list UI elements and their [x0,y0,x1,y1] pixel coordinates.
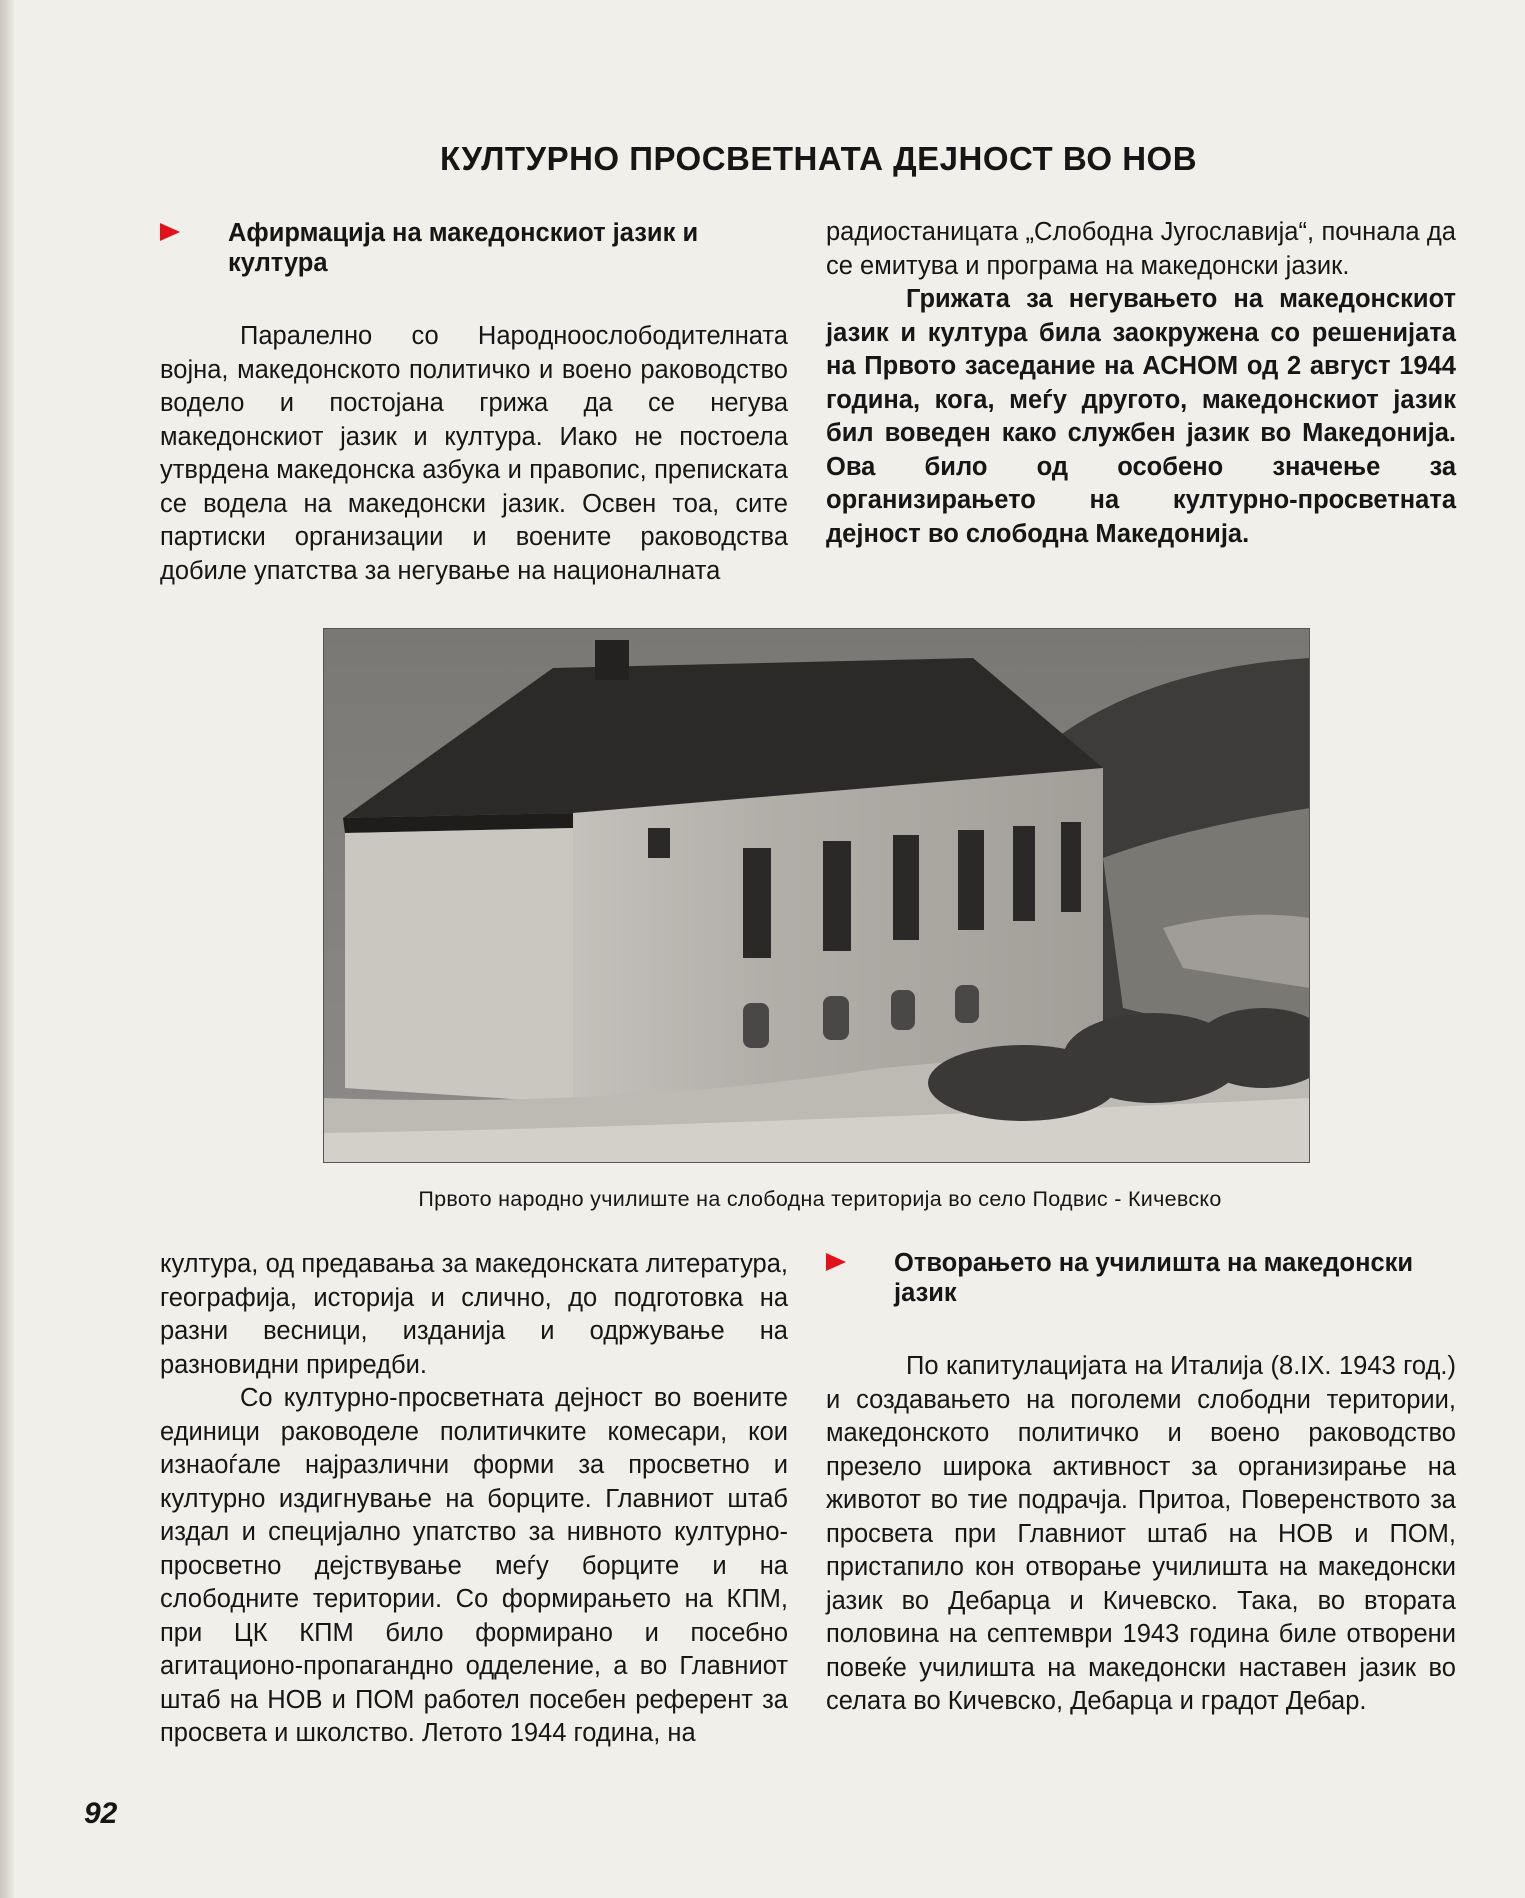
photo-caption: Првото народно училиште на слободна територија во село Подвис - Кичевско [418,1187,1222,1211]
heading-line-1: Отворањето на училишта на македонски [894,1249,1414,1277]
heading-line-2: култура [228,249,328,277]
column-top-right [826,216,1456,551]
section-heading-affirmation [160,218,788,278]
page-title: КУЛТУРНО ПРОСВЕТНАТА ДЕЈНОСТ ВО НОВ [440,140,1198,177]
school-building-image [323,628,1310,1163]
column-top-left [160,218,788,588]
section-heading-schools [826,1248,1456,1308]
heading-line-1: Афирмација на македонскиот јазик и [228,219,699,247]
paragraph-culture-continued: култура, од предавања за македонската литература, географија, историја и слично, до подготовка на разни весници, изданија и одржување на разновидни приредби. [160,1250,788,1379]
red-triangle-arrow-icon [826,1253,846,1271]
paragraph-radio: радиостаницата „Слободна Југославија“, почнала да се емитува и програма на македонски јазик. [826,218,1456,280]
school-photo [323,628,1310,1163]
column-bottom-right [826,1248,1456,1719]
column-bottom-left [160,1248,788,1751]
red-triangle-arrow-icon [160,223,180,241]
heading-line-2: јазик [894,1279,957,1307]
paragraph-asnom: Грижата за негувањето на македонскиот јазик и култура била заокружена со решенијата на Првото заседание на АСНОМ од 2 август 1944 година, кога, меѓу другото, македонскиот јазик бил воведен како службен јазик во Македонија. Ова било од особено значење за организирањето на културно-просветната дејност во слободна Македонија. [826,285,1456,548]
page-edge-shadow [0,0,14,1898]
paragraph-schools: По капитулацијата на Италија (8.IX. 1943 год.) и создавањето на поголеми слободни територии, македонското политичко и воено раководство презело широка активност за организирање на животот во тие подрачја. Притоа, Поверенството за просвета при Главниот штаб на НОВ и ПОМ, пристапило кон отворање училишта на македонски јазик во Дебарца и Кичевско. Така, во втората половина на септември 1943 година биле отворени повеќе училишта на македонски наставен јазик во селата во Кичевско, Дебарца и градот Дебар. [826,1352,1456,1715]
page-number: 92 [84,1797,118,1830]
paragraph-affirmation: Паралелно со Народноослободителната војна, македонското политичко и воено раководство водело и постојана грижа да се негува македонскиот јазик и култура. Иако не постоела утврдена македонска азбука и правопис, преписката се водела на македонски јазик. Освен тоа, сите партиски организации и воените раководства добиле упатства за негување на националната [160,322,788,585]
paragraph-commissars: Со културно-просветната дејност во воените единици раководеле политичките комесари, кои изнаоѓале најразлични форми за просветно и културно издигнување на борците. Главниот штаб издал и специјално упатство за нивното културно-просветно дејствување меѓу борците и на слободните територии. Со формирањето на КПМ, при ЦК КПМ било формирано и посебно агитационо-пропагандно одделение, а во Главниот штаб на НОВ и ПОМ работел посебен референт за просвета и школство. Летото 1944 година, на [160,1384,788,1747]
